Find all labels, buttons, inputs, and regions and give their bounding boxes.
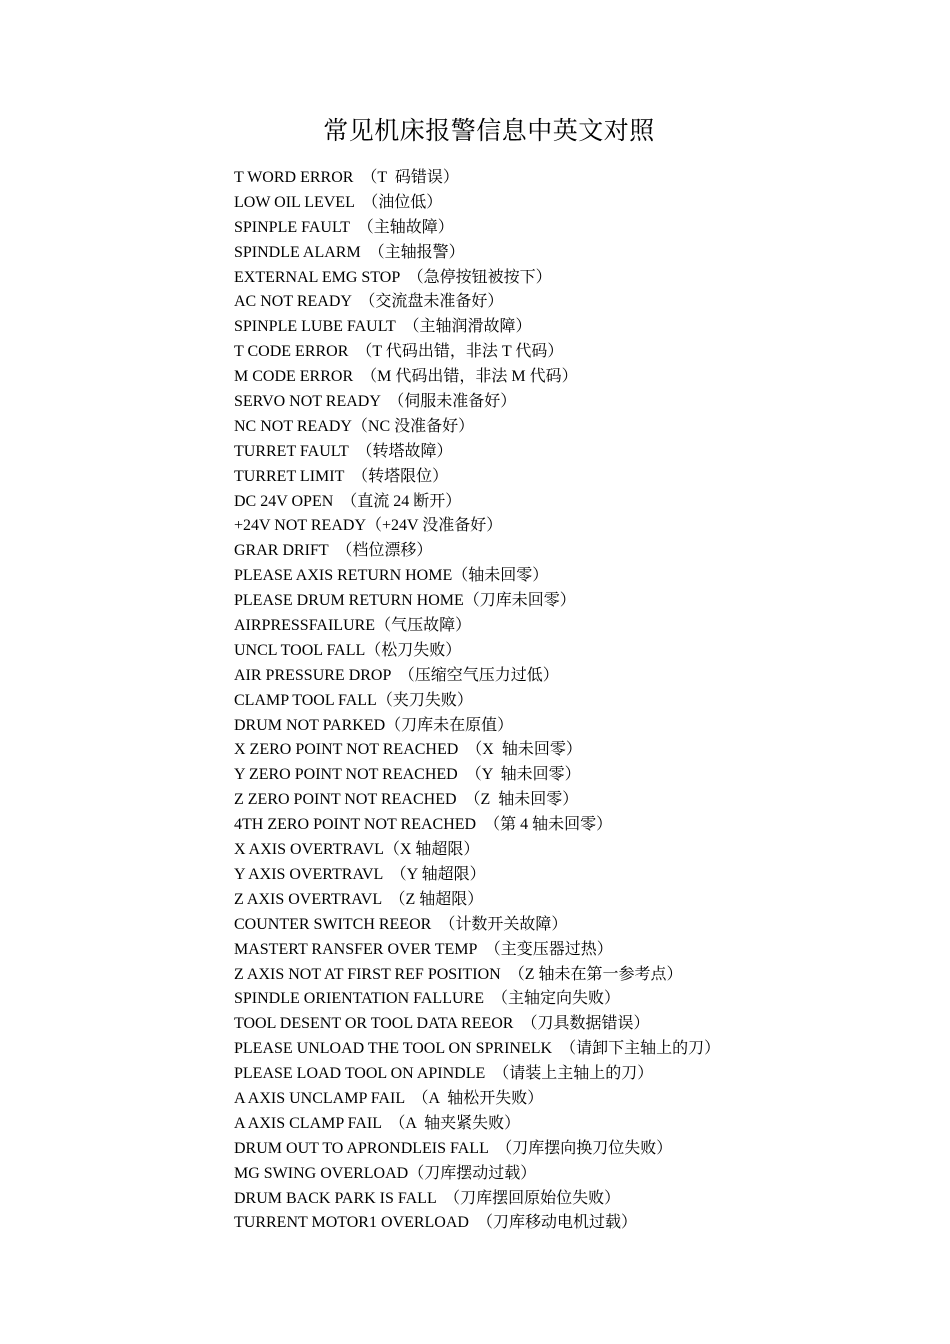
alarm-item: SERVO NOT READY （伺服未准备好） [234,393,517,411]
alarm-item: SPINDLE ALARM （主轴报警） [234,243,465,261]
alarm-item: +24V NOT READY（+24V 没准备好） [234,517,503,535]
alarm-item: UNCL TOOL FALL（松刀失败） [234,641,462,659]
alarm-item: LOW OIL LEVEL （油位低） [234,193,443,211]
alarm-item: Z ZERO POINT NOT REACHED （Z 轴未回零） [234,791,579,809]
alarm-item: AIR PRESSURE DROP （压缩空气压力过低） [234,666,559,684]
alarm-item: X AXIS OVERTRAVL（X 轴超限） [234,841,480,859]
alarm-item: GRAR DRIFT （档位漂移） [234,542,433,560]
alarm-item: Z AXIS NOT AT FIRST REF POSITION （Z 轴未在第一参考点） [234,965,683,983]
alarm-item: Z AXIS OVERTRAVL （Z 轴超限） [234,890,484,908]
alarm-item: DRUM OUT TO APRONDLEIS FALL （刀库摆向换刀位失败） [234,1139,673,1157]
alarm-item: MASTERT RANSFER OVER TEMP （主变压器过热） [234,940,613,958]
alarm-item: Y AXIS OVERTRAVL （Y 轴超限） [234,865,486,883]
alarm-item: PLEASE UNLOAD THE TOOL ON SPRINELK （请卸下主轴上的刀） [234,1040,721,1058]
alarm-item: CLAMP TOOL FALL（夹刀失败） [234,691,473,709]
document-title: 常见机床报警信息中英文对照 [323,118,655,145]
alarm-item: SPINDLE ORIENTATION FALLURE （主轴定向失败） [234,990,620,1008]
alarm-item: COUNTER SWITCH REEOR （计数开关故障） [234,915,568,933]
alarm-item: PLEASE LOAD TOOL ON APINDLE （请装上主轴上的刀） [234,1065,654,1083]
alarm-item: DRUM NOT PARKED（刀库未在原值） [234,716,514,734]
alarm-item: A AXIS CLAMP FAIL （A 轴夹紧失败） [234,1114,521,1132]
alarm-item: Y ZERO POINT NOT REACHED （Y 轴未回零） [234,766,581,784]
alarm-item: T CODE ERROR （T 代码出错，非法 T 代码） [234,343,564,361]
alarm-item: X ZERO POINT NOT REACHED （X 轴未回零） [234,741,582,759]
alarm-item: NC NOT READY（NC 没准备好） [234,417,475,435]
alarm-item: PLEASE DRUM RETURN HOME（刀库未回零） [234,592,576,610]
alarm-item: DRUM BACK PARK IS FALL （刀库摆回原始位失败） [234,1189,621,1207]
alarm-item: AC NOT READY （交流盘未准备好） [234,293,504,311]
alarm-item: TURRET LIMIT （转塔限位） [234,467,449,485]
alarm-item: SPINPLE FAULT （主轴故障） [234,218,454,236]
alarm-item: EXTERNAL EMG STOP （急停按钮被按下） [234,268,552,286]
alarm-item: A AXIS UNCLAMP FAIL （A 轴松开失败） [234,1089,544,1107]
alarm-item: TURRET FAULT （转塔故障） [234,442,453,460]
alarm-list [234,166,720,1236]
alarm-item: 4TH ZERO POINT NOT REACHED （第 4 轴未回零） [234,816,613,834]
alarm-item: AIRPRESSFAILURE（气压故障） [234,617,472,635]
alarm-item: MG SWING OVERLOAD（刀库摆动过载） [234,1164,537,1182]
alarm-item: PLEASE AXIS RETURN HOME（轴未回零） [234,567,549,585]
alarm-item: T WORD ERROR （T 码错误） [234,169,459,186]
alarm-item: TOOL DESENT OR TOOL DATA REEOR （刀具数据错误） [234,1015,650,1033]
alarm-item: M CODE ERROR （M 代码出错，非法 M 代码） [234,368,578,386]
alarm-item: DC 24V OPEN （直流 24 断开） [234,492,462,510]
alarm-item: SPINPLE LUBE FAULT （主轴润滑故障） [234,318,532,336]
alarm-item: TURRENT MOTOR1 OVERLOAD （刀库移动电机过载） [234,1214,637,1232]
